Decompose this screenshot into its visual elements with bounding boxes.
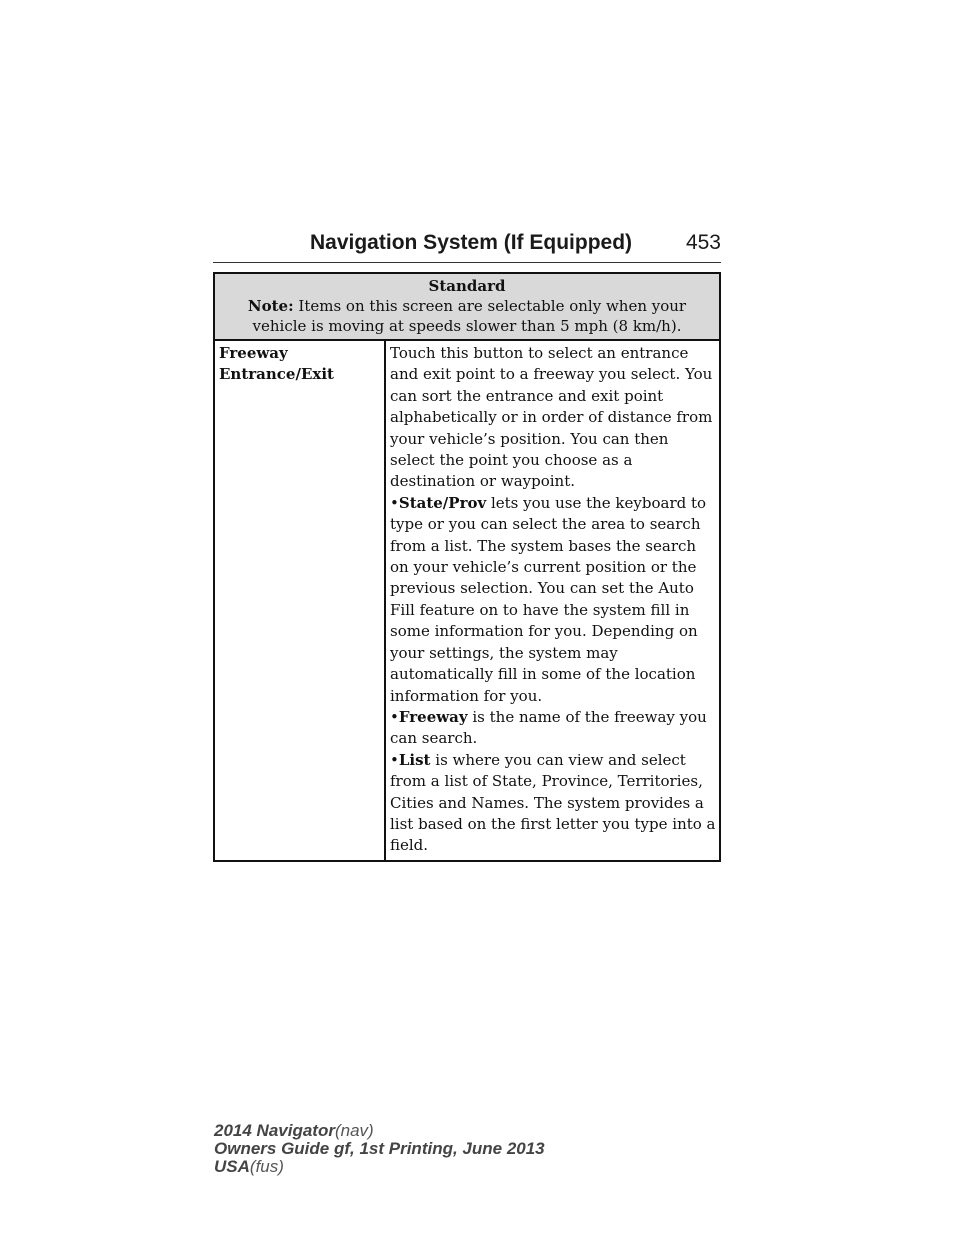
footer-line: [214, 1122, 545, 1140]
bullet-term: State/Prov: [398, 493, 487, 512]
footer-market: USA: [214, 1157, 250, 1176]
section-title: Navigation System (If Equipped): [310, 231, 633, 254]
feature-name-line: Entrance/Exit: [219, 365, 334, 384]
bullet-item: •List is where you can view and select from a list of State, Province, Territories, Cities and Names. The system provides a list based on the first letter you type into a field.: [390, 750, 716, 855]
bullet-item: •State/Prov lets you use the keyboard to type or you can select the area to search from a list. The system bases the search on your vehicle’s current position or the previous selection. You can set the Auto Fill feature on to have the system fill in some information for you. Depending on your settings, the system may automatically fill in some of the location information for you.: [390, 493, 707, 705]
document-footer: [214, 1122, 545, 1176]
feature-description-cell: [385, 340, 720, 861]
page-number: 453: [685, 231, 721, 254]
footer-printing: Owners Guide gf, 1st Printing, June 2013: [214, 1139, 545, 1158]
table-heading: Standard: [428, 277, 506, 295]
footer-line: [214, 1158, 545, 1176]
bullet-text: lets you use the keyboard to type or you can select the area to search from a list. The system bases the search on your vehicle’s current position or the previous selection. You can set the Auto Fill feature on to have the system fill in some information for you. Depending on your settings, the system may automatically fill in some of the location information for you.: [390, 493, 707, 705]
footer-model: 2014 Navigator: [214, 1121, 335, 1140]
bullet-term: List: [398, 750, 431, 769]
feature-name-line: Freeway: [219, 344, 288, 362]
bullet-text: is where you can view and select from a list of State, Province, Territories, Cities and Names. The system provides a list based on the first letter you type into a field.: [390, 750, 716, 855]
footer-market-code: (fus): [249, 1157, 284, 1176]
feature-name-cell: [214, 340, 385, 861]
note-text: Items on this screen are selectable only when your vehicle is moving at speeds slower than 5 mph (8 km/h).: [252, 297, 687, 335]
bullet-text: is the name of the freeway you can search.: [390, 707, 707, 748]
footer-model-code: (nav): [334, 1121, 374, 1140]
table-header-cell: [214, 273, 720, 340]
navigation-options-table: [213, 272, 721, 862]
footer-line: [214, 1140, 545, 1158]
bullet-item: •Freeway is the name of the freeway you can search.: [390, 707, 707, 748]
note-label: Note:: [247, 297, 294, 315]
bullet-term: Freeway: [398, 707, 468, 726]
page-header: [213, 228, 721, 263]
table-header-row: [214, 273, 720, 340]
table-row: [214, 340, 720, 861]
feature-intro: Touch this button to select an entrance and exit point to a freeway you select. You can sort the entrance and exit point alphabetically or in order of distance from your vehicle’s position. You can then select the point you choose as a destination or waypoint.: [390, 344, 713, 491]
